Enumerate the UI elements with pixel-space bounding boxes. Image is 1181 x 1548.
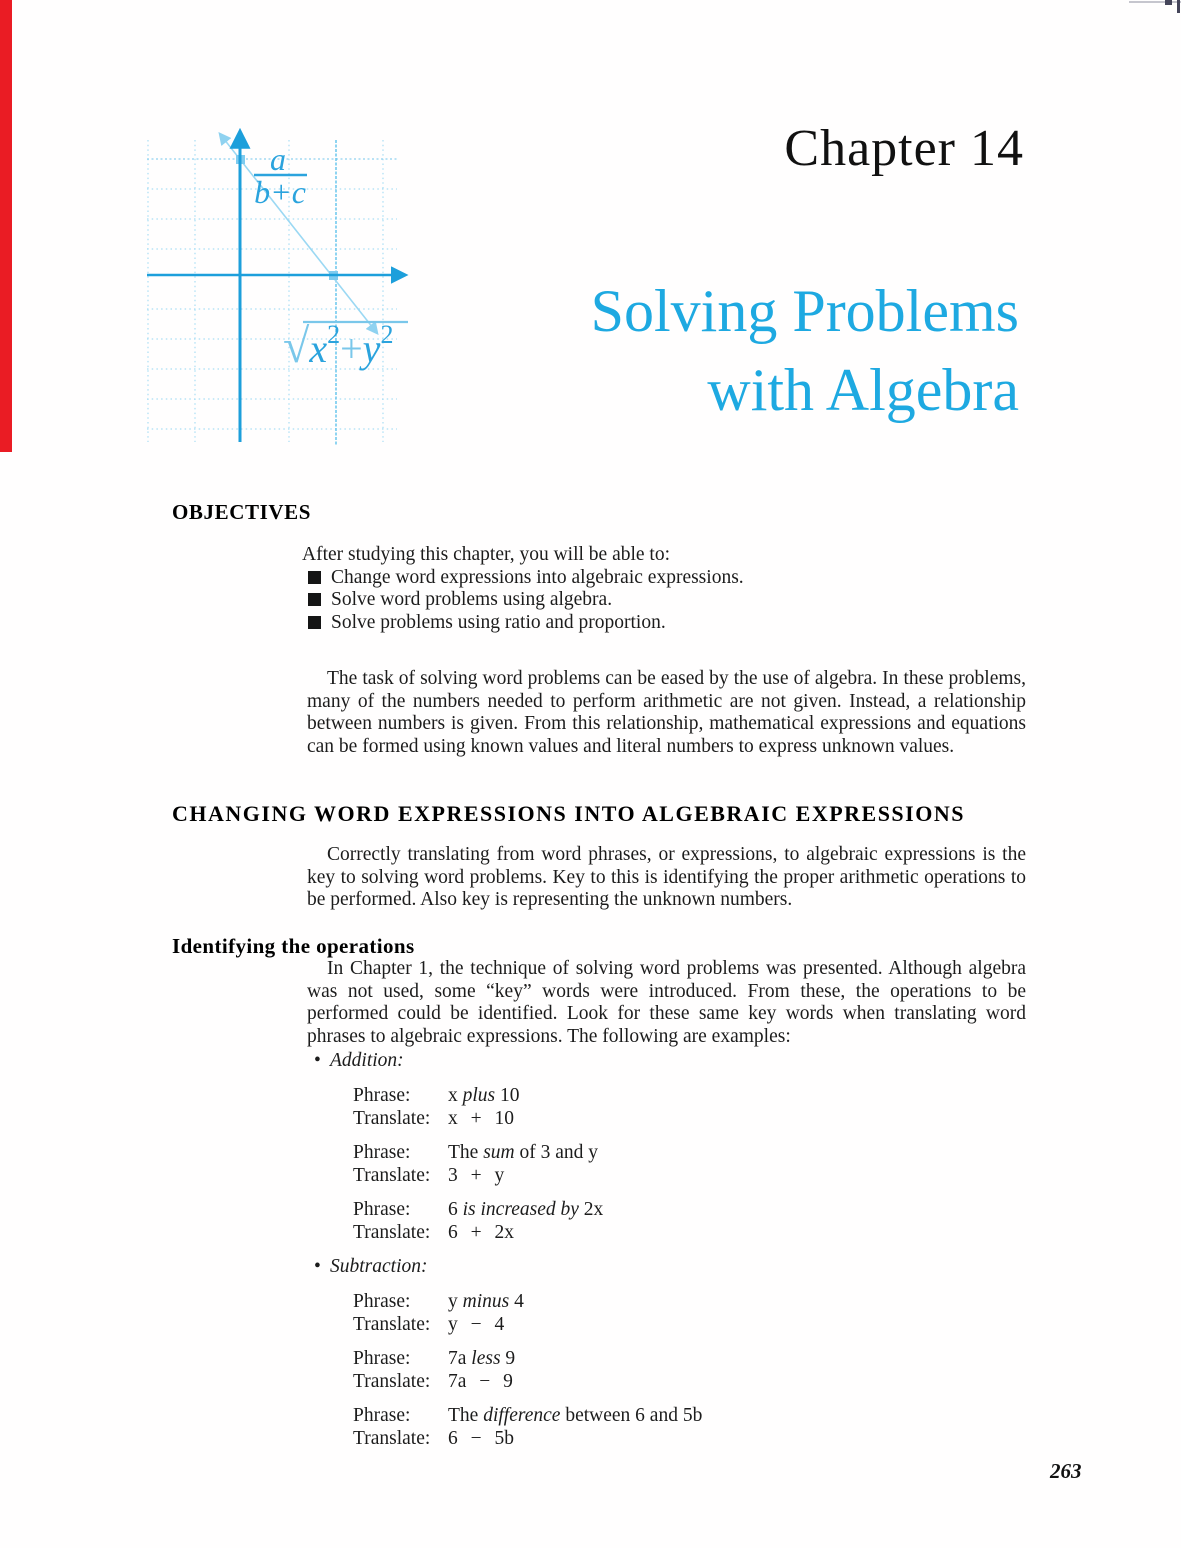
translate-label: Translate: [353, 1108, 431, 1129]
objectives-lead: After studying this chapter, you will be able to: [302, 544, 671, 565]
example-category-addition [314, 1049, 1014, 1072]
objective-text: Solve word problems using algebra. [331, 589, 613, 611]
translate-label: Translate: [353, 1165, 431, 1186]
phrase-post: of 3 and y [514, 1142, 599, 1163]
translate-row [353, 1313, 1014, 1336]
page-number: 263 [1050, 1459, 1082, 1483]
radical-sup1: 2 [327, 320, 341, 349]
phrase-value [448, 1085, 520, 1106]
bullet-icon: • [314, 1256, 321, 1277]
chapter-title [591, 272, 1019, 430]
phrase-pre: The [448, 1405, 484, 1426]
radical-plus: + [340, 326, 363, 371]
translate-value: 6 − 5b [448, 1428, 514, 1449]
radical-sup2: 2 [380, 320, 394, 349]
objective-text: Change word expressions into algebraic expressions. [331, 566, 744, 588]
fraction-formula [254, 141, 307, 210]
phrase-row [353, 1084, 1014, 1107]
objective-item [302, 589, 1026, 612]
phrase-post: 4 [509, 1291, 524, 1312]
phrase-keyword: sum [483, 1142, 515, 1163]
example-pair [353, 1404, 1014, 1450]
objective-text: Solve problems using ratio and proportion. [331, 612, 666, 634]
changing-section-paragraph: Correctly translating from word phrases, or expressions, to algebraic expressions is the key to solving word problems. Key to this is identifying the proper arithmetic operations to be performed. Also key is representing the unknown numbers. [307, 844, 1026, 911]
example-pair [353, 1084, 1014, 1130]
translate-row [353, 1164, 1014, 1187]
radical-y: y [362, 326, 381, 371]
phrase-post: 9 [500, 1348, 516, 1369]
chapter-title-line2: with Algebra [707, 357, 1019, 423]
phrase-value [448, 1348, 515, 1369]
translate-value: y − 4 [448, 1314, 505, 1335]
translate-row [353, 1107, 1014, 1130]
example-pair [353, 1198, 1014, 1244]
red-edge-bar [0, 0, 12, 452]
phrase-value [448, 1199, 603, 1220]
crop-mark-tick [1177, 0, 1180, 13]
phrase-row [353, 1404, 1014, 1427]
phrase-pre: x [448, 1085, 463, 1106]
phrase-post: between 6 and 5b [560, 1405, 703, 1426]
phrase-row [353, 1141, 1014, 1164]
fraction-denominator: b+c [254, 174, 306, 210]
crop-mark-line [1129, 1, 1181, 3]
phrase-post: 10 [495, 1085, 520, 1106]
square-bullet-icon [308, 593, 321, 606]
translate-value: 3 + y [448, 1165, 505, 1186]
chapter-number: Chapter 14 [784, 120, 1024, 177]
example-pair [353, 1141, 1014, 1187]
example-pair [353, 1290, 1014, 1336]
section-heading-changing: CHANGING WORD EXPRESSIONS INTO ALGEBRAIC EXPRESSIONS [172, 801, 965, 826]
chapter-title-line1: Solving Problems [590, 278, 1019, 344]
identifying-section-paragraph: In Chapter 1, the technique of solving word problems was presented. Although algebra was not used, some “key” words were introduced. From these, the operations to be performed could be identified. Look for these same key words when translating word phrases to algebraic expressions. The following are examples: [307, 958, 1026, 1048]
translate-row [353, 1370, 1014, 1393]
bullet-icon: • [314, 1050, 321, 1071]
square-bullet-icon [308, 616, 321, 629]
objective-item [302, 612, 1026, 635]
phrase-pre: y [448, 1291, 463, 1312]
phrase-value [448, 1142, 598, 1163]
subsection-heading-identifying: Identifying the operations [172, 934, 415, 958]
graph-illustration [145, 110, 420, 450]
phrase-label: Phrase: [353, 1085, 411, 1106]
square-bullet-icon [308, 571, 321, 584]
phrase-keyword: difference [483, 1405, 561, 1426]
objectives-list [302, 544, 1026, 635]
phrase-keyword: plus [462, 1085, 496, 1106]
chapter-figure [145, 110, 420, 450]
fraction-numerator: a [270, 141, 286, 177]
translate-value: x + 10 [448, 1108, 514, 1129]
category-label: Addition: [330, 1050, 404, 1071]
translate-value: 6 + 2x [448, 1222, 514, 1243]
examples-block [314, 1049, 1014, 1461]
translate-row [353, 1221, 1014, 1244]
example-category-subtraction [314, 1255, 1014, 1278]
svg-text:√x2+y2 [283, 320, 393, 373]
phrase-label: Phrase: [353, 1291, 411, 1312]
translate-label: Translate: [353, 1314, 431, 1335]
radical-formula [283, 320, 408, 373]
phrase-row [353, 1347, 1014, 1370]
phrase-label: Phrase: [353, 1348, 411, 1369]
crop-mark-segment [1165, 0, 1172, 5]
radical-sign: √ [283, 320, 310, 373]
phrase-pre: The [448, 1142, 484, 1163]
objective-item [302, 567, 1026, 590]
phrase-keyword: minus [462, 1291, 510, 1312]
phrase-value [448, 1291, 524, 1312]
phrase-keyword: is increased by [462, 1199, 579, 1220]
translate-value: 7a − 9 [448, 1371, 513, 1392]
translate-label: Translate: [353, 1428, 431, 1449]
translate-label: Translate: [353, 1222, 431, 1243]
phrase-pre: 6 [448, 1199, 463, 1220]
phrase-pre: 7a [448, 1348, 472, 1369]
phrase-label: Phrase: [353, 1405, 411, 1426]
example-pair [353, 1347, 1014, 1393]
phrase-label: Phrase: [353, 1199, 411, 1220]
translate-label: Translate: [353, 1371, 431, 1392]
objectives-heading: OBJECTIVES [172, 500, 312, 524]
phrase-row [353, 1290, 1014, 1313]
phrase-row [353, 1198, 1014, 1221]
translate-row [353, 1427, 1014, 1450]
phrase-value [448, 1405, 702, 1426]
radical-x: x [309, 326, 328, 371]
category-label: Subtraction: [330, 1256, 428, 1277]
intro-paragraph: The task of solving word problems can be eased by the use of algebra. In these problems, many of the numbers needed to perform arithmetic are not given. Instead, a relationship between numbers is given. From this relationship, mathematical expressions and equations can be formed using known values and literal numbers to express unknown values. [307, 668, 1026, 758]
phrase-label: Phrase: [353, 1142, 411, 1163]
phrase-post: 2x [578, 1199, 604, 1220]
phrase-keyword: less [471, 1348, 501, 1369]
